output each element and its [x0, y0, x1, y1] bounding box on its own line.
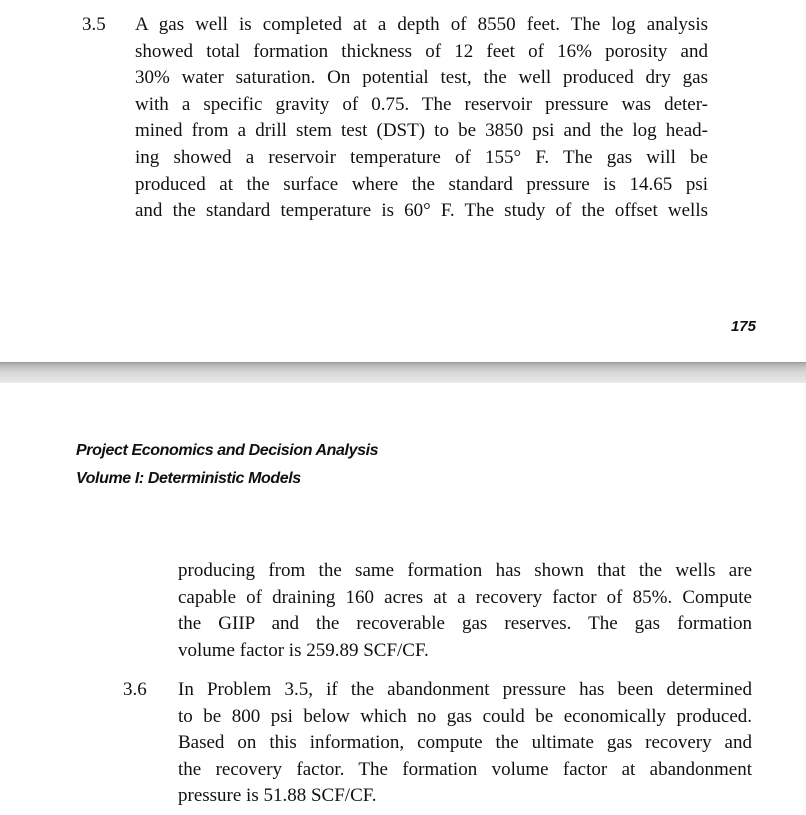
text-line: the recovery factor. The formation volume factor at abandonment — [178, 758, 752, 780]
text-line: the GIIP and the recoverable gas reserves. The gas formation — [178, 613, 752, 635]
problem-number-3-5: 3.5 — [82, 14, 106, 35]
problem-3-5-text — [135, 12, 708, 225]
text-line: with a specific gravity of 0.75. The reservoir pressure was deter- — [135, 93, 708, 115]
running-head-title: Project Economics and Decision Analysis — [76, 442, 379, 459]
problem-number-3-6: 3.6 — [123, 679, 147, 700]
page-separator — [0, 362, 806, 383]
text-line: to be 800 psi below which no gas could be economically produced. — [178, 705, 752, 727]
text-line: A gas well is completed at a depth of 8550 feet. The log analysis — [135, 14, 708, 35]
problem-3-5-continued-text — [178, 558, 752, 664]
page-175 — [0, 0, 806, 362]
page-number: 175 — [730, 318, 756, 335]
text-line: ing showed a reservoir temperature of 155° F. The gas will be — [135, 146, 708, 168]
page-176 — [0, 383, 806, 815]
text-line: and the standard temperature is 60° F. The study of the offset wells — [135, 200, 708, 222]
text-line: showed total formation thickness of 12 feet of 16% porosity and — [135, 40, 708, 62]
text-line: pressure is 51.88 SCF/CF. — [178, 785, 377, 807]
text-line: capable of draining 160 acres at a recovery factor of 85%. Compute — [178, 586, 752, 608]
text-line: Based on this information, compute the ultimate gas recovery and — [178, 732, 752, 754]
text-line: In Problem 3.5, if the abandonment pressure has been determined — [178, 679, 752, 700]
text-line: producing from the same formation has shown that the wells are — [178, 560, 752, 581]
text-line: 30% water saturation. On potential test, the well produced dry gas — [135, 67, 708, 89]
text-line: mined from a drill stem test (DST) to be 3850 psi and the log head- — [135, 120, 708, 142]
problem-3-6-text — [178, 677, 752, 810]
text-line: produced at the surface where the standard pressure is 14.65 psi — [135, 173, 708, 195]
text-line: volume factor is 259.89 SCF/CF. — [178, 639, 429, 661]
running-head-volume: Volume I: Deterministic Models — [76, 470, 301, 487]
